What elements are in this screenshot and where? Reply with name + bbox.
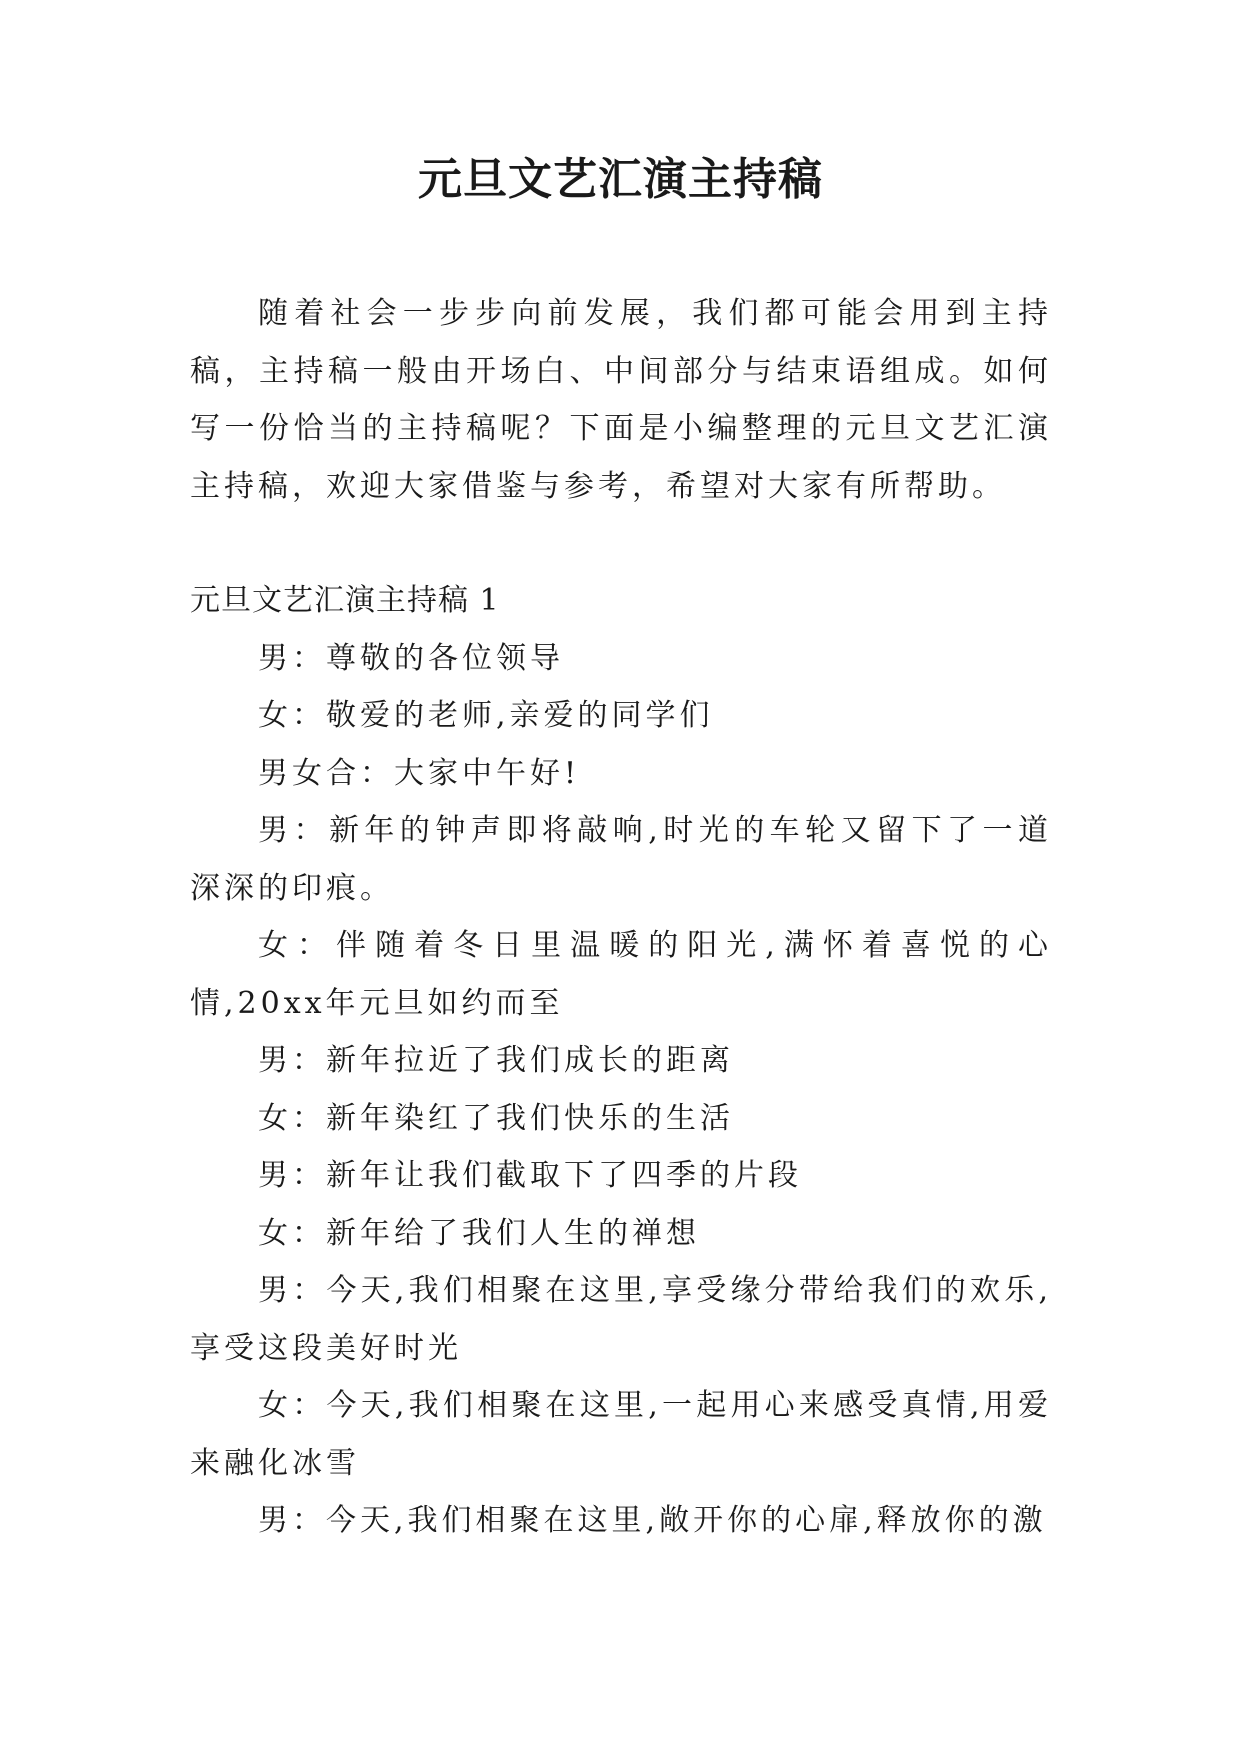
- dialogue-line: 男女合：大家中午好!: [258, 755, 581, 791]
- paragraph-spacer: [190, 515, 1052, 572]
- dialogue-line: 女：伴随着冬日里温暖的阳光,满怀着喜悦的心情,20xx年元旦如约而至: [190, 928, 1052, 1021]
- document-title: 元旦文艺汇演主持稿: [418, 154, 823, 205]
- intro-paragraph: 随着社会一步步向前发展，我们都可能会用到主持稿，主持稿一般由开场白、中间部分与结束语组成。如何写一份恰当的主持稿呢？下面是小编整理的元旦文艺汇演主持稿，欢迎大家借鉴与参考，希望对大家有所帮助。: [190, 296, 1052, 504]
- dialogue-line: 男：新年的钟声即将敲响,时光的车轮又留下了一道深深的印痕。: [190, 813, 1052, 906]
- dialogue-line: 女：今天,我们相聚在这里,一起用心来感受真情,用爱来融化冰雪: [190, 1388, 1052, 1481]
- dialogue-line: 女：新年给了我们人生的禅想: [258, 1215, 700, 1251]
- dialogue-line: 男：尊敬的各位领导: [258, 640, 564, 676]
- dialogue-line: 女：新年染红了我们快乐的生活: [258, 1100, 734, 1136]
- document-body: [190, 285, 1052, 1550]
- section-title: 元旦文艺汇演主持稿 1: [190, 583, 500, 618]
- dialogue-line: 男：今天,我们相聚在这里,享受缘分带给我们的欢乐,享受这段美好时光: [190, 1273, 1052, 1366]
- dialogue-line: 男：新年让我们截取下了四季的片段: [258, 1158, 802, 1193]
- dialogue-line: 男：今天,我们相聚在这里,敞开你的心扉,释放你的激: [258, 1503, 1047, 1538]
- dialogue-line: 女：敬爱的老师,亲爱的同学们: [258, 698, 714, 733]
- dialogue-line: 男：新年拉近了我们成长的距离: [258, 1043, 734, 1078]
